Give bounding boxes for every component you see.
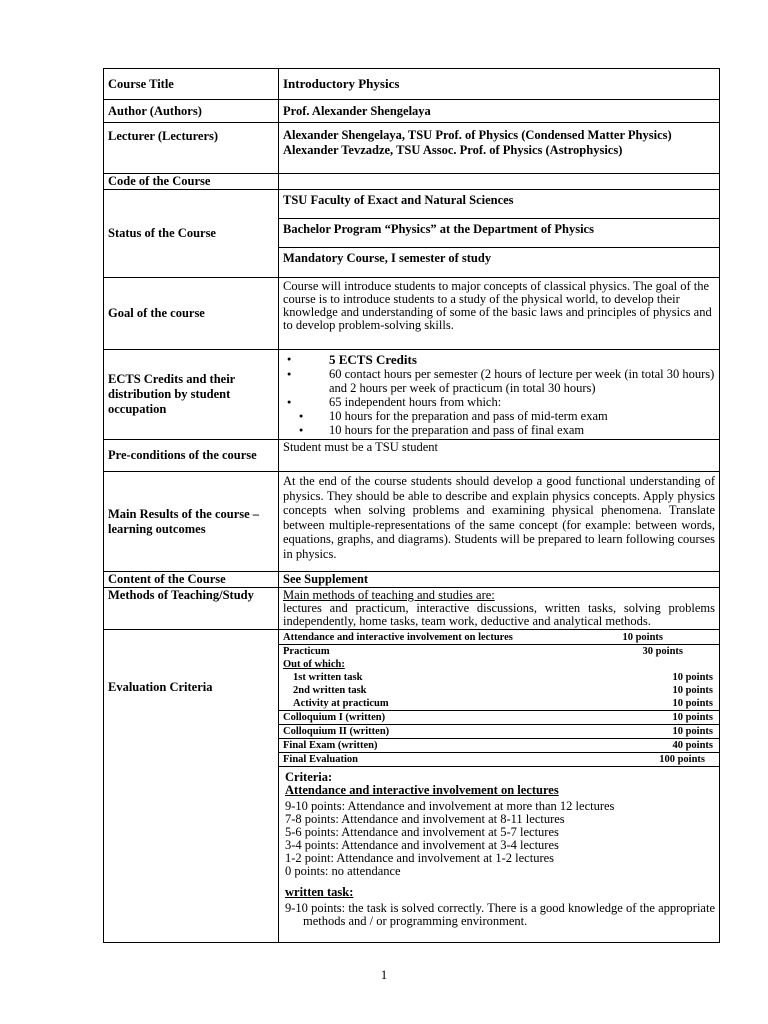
preconditions-label: Pre-conditions of the course [104,439,279,471]
eval-task1-points: 10 points [672,671,713,683]
ects-bullet-2 [283,367,715,395]
lecturer-label: Lecturer (Lecturers) [104,123,279,173]
eval-practicum-block [279,645,719,711]
status-line-1: TSU Faculty of Exact and Natural Sciences [279,189,720,218]
criteria-attendance-heading: Attendance and interactive involvement on lectures [285,783,559,798]
course-syllabus-table [103,68,720,943]
page-number: 1 [380,967,388,982]
row-course-title [104,69,720,100]
ects-bullet-1: ● 5 ECTS Credits [283,352,715,367]
content-value: See Supplement [279,571,720,587]
ects-label: ECTS Credits and their distribution by student occupation [104,350,279,440]
eval-practicum-name: Practicum [283,645,330,657]
eval-task1-name: 1st written task [293,671,363,683]
code-label: Code of the Course [104,173,279,189]
course-title-label: Course Title [104,69,279,100]
row-lecturer [104,123,720,173]
eval-colloq1-name: Colloquium I (written) [283,711,386,723]
code-value [279,173,720,189]
methods-label: Methods of Teaching/Study [104,588,279,630]
eval-attendance [279,631,719,645]
row-goal [104,277,720,350]
evaluation-points [279,630,720,767]
goal-label: Goal of the course [104,277,279,350]
eval-colloq1-points: 10 points [672,711,713,723]
eval-attendance-points: 10 points [622,631,663,643]
written-task-line-1: 9-10 points: the task is solved correctly. There is a good knowledge of the appropriate methods and / or programming environment. [285,901,715,929]
eval-practicum-points: 30 points [642,645,683,657]
eval-attendance-name: Attendance and interactive involvement on lectures [283,631,513,643]
status-label: Status of the Course [104,189,279,277]
goal-text: Course will introduce students to major concepts of classical physics. The goal of the course is to introduce students to a study of the physical world, to develop their knowledge and understanding of some of the basic laws and principles of physics and to develop problem-solving skills. [279,277,720,350]
results-text: At the end of the course students should develop a good functional understanding of physics. They should be able to describe and explain physics concepts. Apply physics concepts when solving problems and examining physical phenomena. Translate between multiple-representations of the same concept (for example: between words, equations, graphs, and diagrams). Students will be prepared to learn following courses in physics. [279,472,720,572]
criteria-cell [279,767,720,943]
author-value: Prof. Alexander Shengelaya [279,100,720,123]
row-code [104,173,720,189]
content-label: Content of the Course [104,571,279,587]
eval-colloq2 [279,725,719,739]
eval-task2-points: 10 points [672,684,713,696]
eval-task2 [283,684,713,697]
row-ects [104,350,720,440]
ects-bullet-4: ● 10 hours for the preparation and pass of mid-term exam [283,409,715,423]
lecturer-line-1: Alexander Shengelaya, TSU Prof. of Physics (Condensed Matter Physics) [283,128,672,143]
row-methods [104,588,720,630]
author-label: Author (Authors) [104,100,279,123]
criteria-heading: Criteria: [285,770,333,785]
row-results [104,472,720,572]
criteria-line-4: 3-4 points: Attendance and involvement at 3-4 lectures [285,838,559,853]
lecturer-value [279,123,720,173]
eval-final-evaluation-name: Final Evaluation [283,753,358,765]
eval-out-of-which: Out of which: [283,658,345,670]
row-evaluation [104,630,720,767]
eval-final-evaluation-points: 100 points [659,753,705,765]
eval-practicum [283,645,713,658]
ects-list [279,350,720,440]
course-title-value: Introductory Physics [279,69,720,100]
criteria-line-2: 7-8 points: Attendance and involvement at 8-11 lectures [285,812,565,827]
methods-text: lectures and practicum, interactive discussions, written tasks, solving problems independently, home tasks, team work, deductive and analytical methods. [283,601,715,629]
preconditions-value: Student must be a TSU student [279,439,720,471]
methods-heading: Main methods of teaching and studies are: [283,588,495,603]
eval-final-exam-name: Final Exam (written) [283,739,378,751]
ects-bullet-2-text: 60 contact hours per semester (2 hours of lecture per week (in total 30 hours) and 2 hours per week of practicum (in total 30 hours) [329,367,715,396]
eval-final-evaluation [279,753,719,766]
eval-task2-name: 2nd written task [293,684,367,696]
methods-value [279,588,720,630]
eval-activity [283,697,713,710]
ects-bullet-5: ● 10 hours for the preparation and pass of final exam [283,423,715,437]
ects-bullet-3: ● 65 independent hours from which: [283,395,715,409]
status-line-3: Mandatory Course, I semester of study [279,248,720,277]
criteria-line-5: 1-2 point: Attendance and involvement at 1-2 lectures [285,851,555,866]
written-task-heading: written task: [285,885,354,900]
criteria-line-6: 0 points: no attendance [285,864,401,879]
row-status-1 [104,189,720,218]
status-line-2: Bachelor Program “Physics” at the Department of Physics [279,219,720,248]
row-content [104,571,720,587]
eval-activity-points: 10 points [672,697,713,709]
criteria-line-3: 5-6 points: Attendance and involvement at 5-7 lectures [285,825,559,840]
eval-task1 [283,671,713,684]
eval-activity-name: Activity at practicum [293,697,389,709]
eval-final-exam [279,739,719,753]
eval-colloq2-name: Colloquium II (written) [283,725,390,737]
eval-colloq1 [279,711,719,725]
row-author [104,100,720,123]
lecturer-line-2: Alexander Tevzadze, TSU Assoc. Prof. of Physics (Astrophysics) [283,143,623,158]
row-preconditions [104,439,720,471]
eval-colloq2-points: 10 points [672,725,713,737]
criteria-line-1: 9-10 points: Attendance and involvement at more than 12 lectures [285,799,615,814]
eval-final-exam-points: 40 points [672,739,713,751]
results-label: Main Results of the course – learning outcomes [104,472,279,572]
evaluation-label: Evaluation Criteria [104,630,279,943]
